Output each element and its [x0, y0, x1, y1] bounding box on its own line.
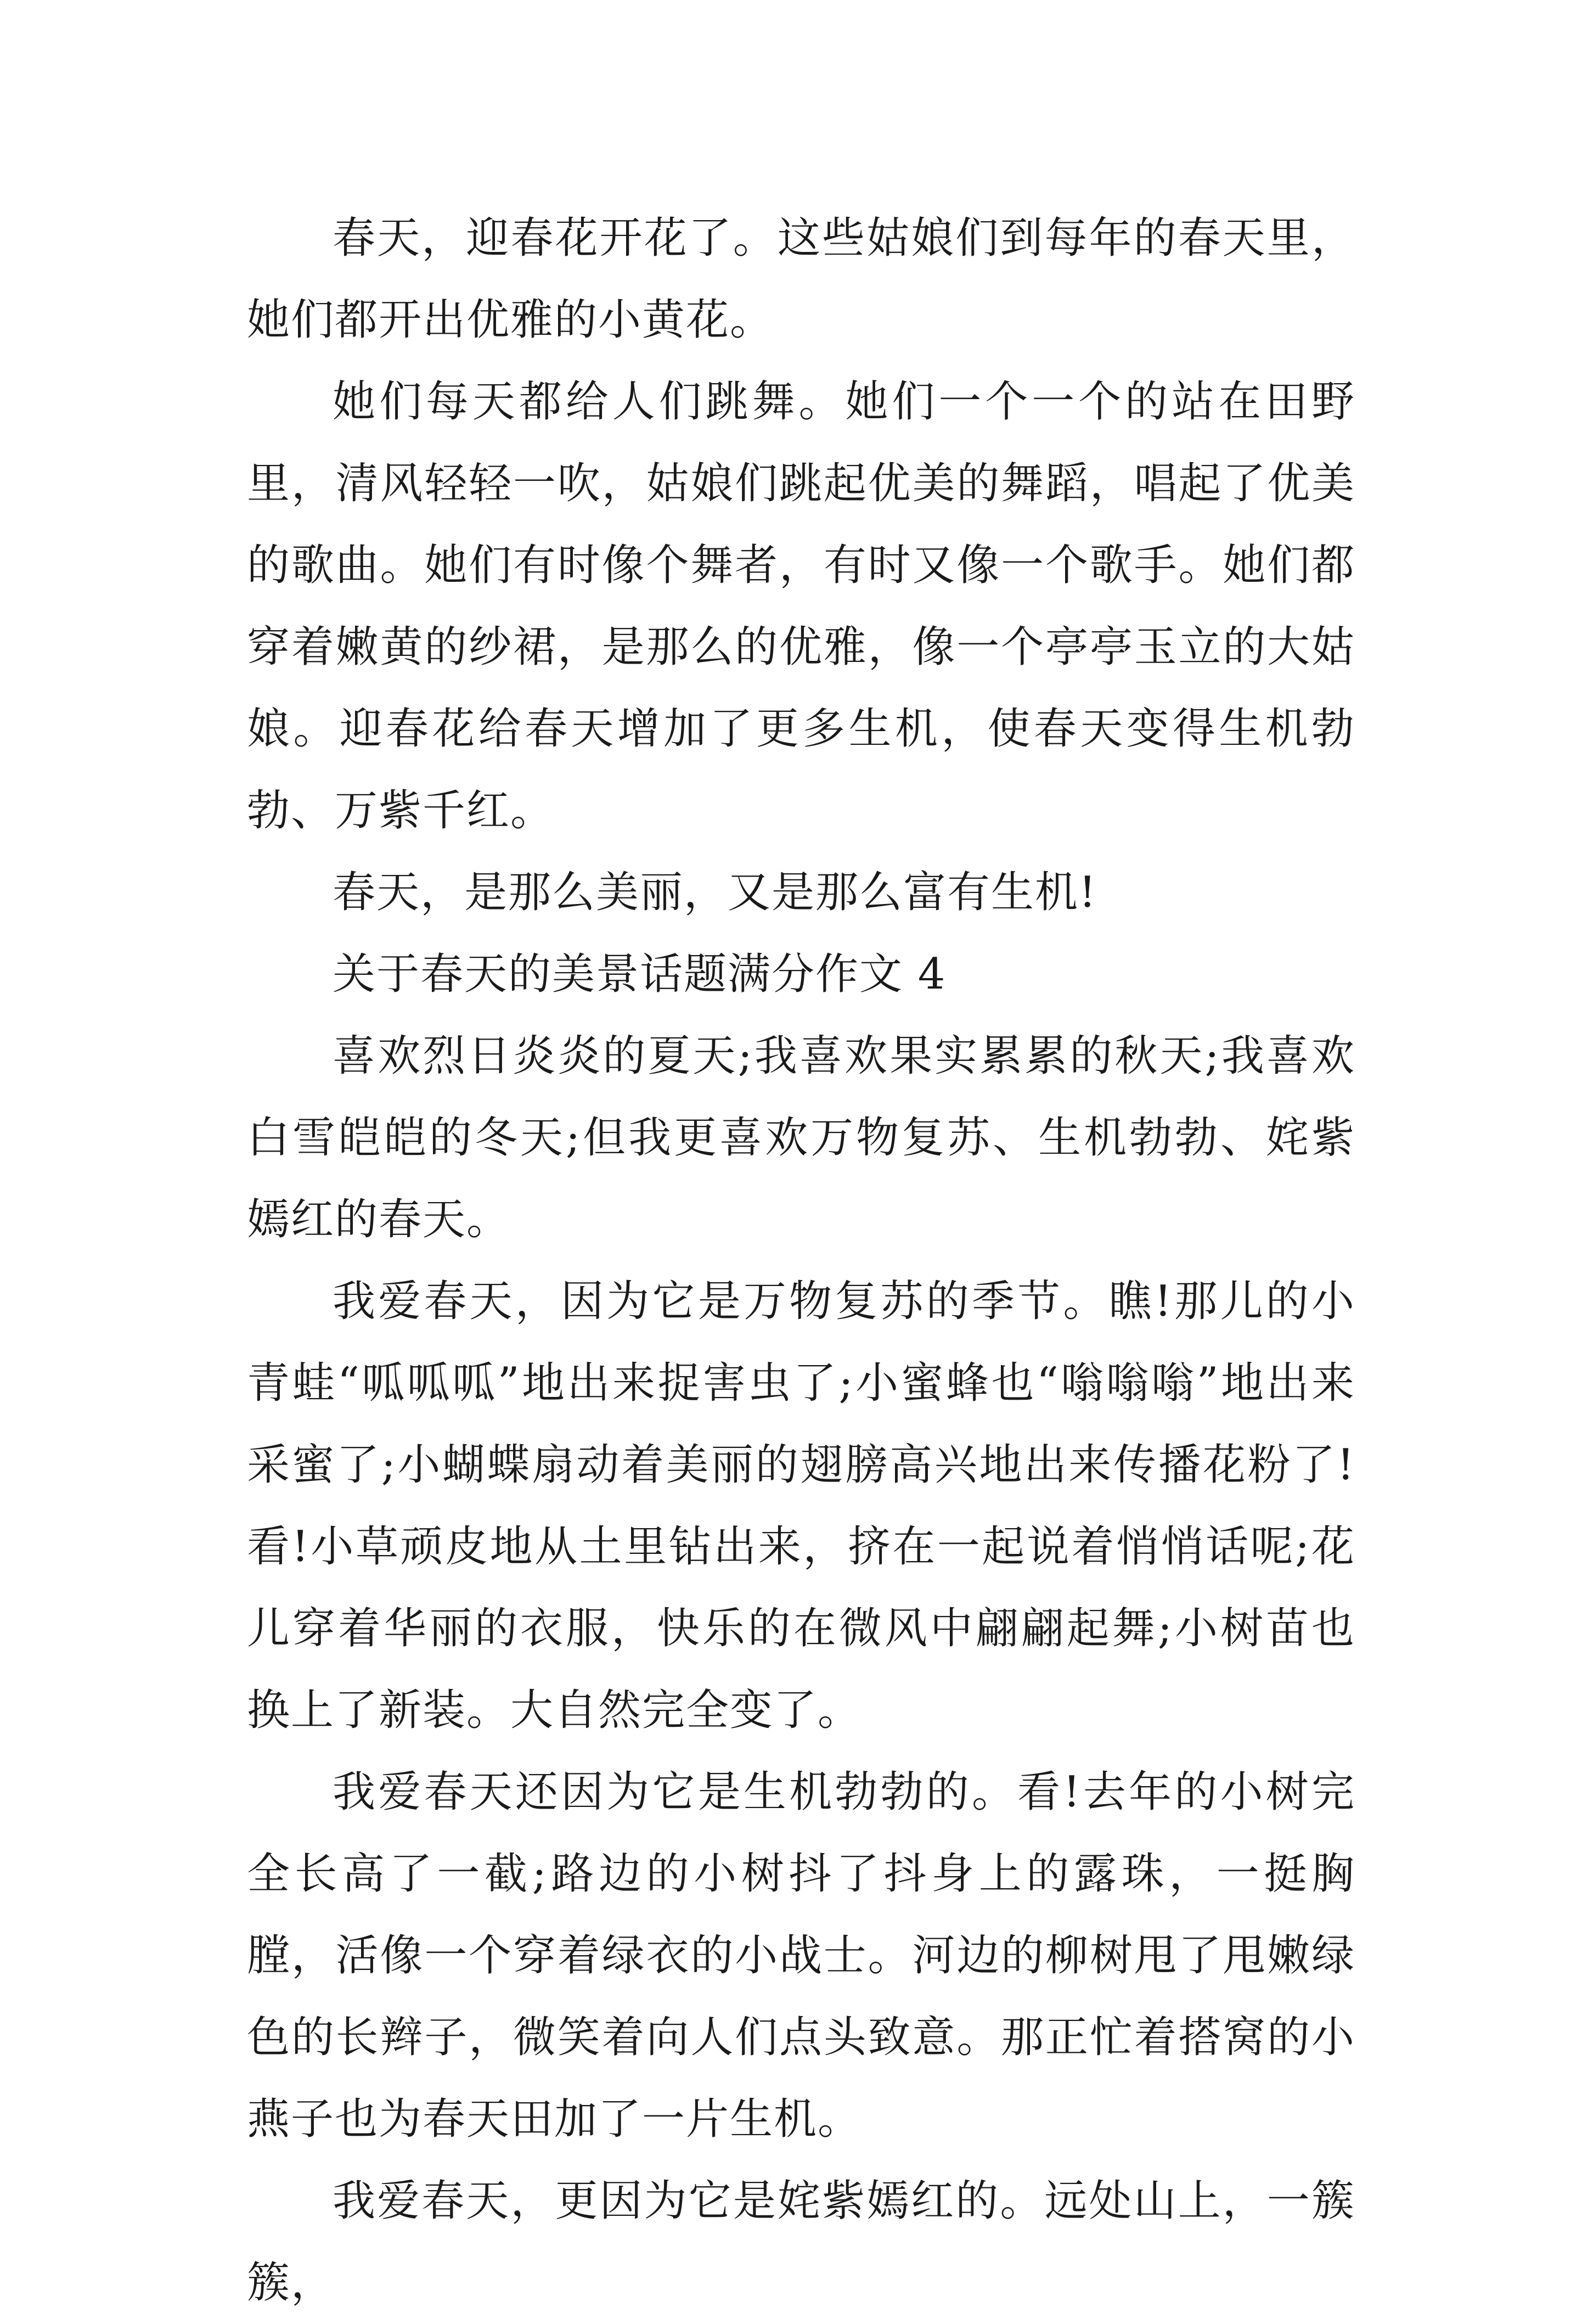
paragraph-1: 春天，迎春花开花了。这些姑娘们到每年的春天里，她们都开出优雅的小黄花。: [247, 214, 1355, 345]
paragraph-7: 我爱春天，更因为它是姹紫嫣红的。远处山上，一簇簇，: [247, 2176, 1355, 2308]
paragraph-6: 我爱春天还因为它是生机勃勃的。看!去年的小树完全长高了一截;路边的小树抖了抖身上的露珠，一挺胸膛，活像一个穿着绿衣的小战士。河边的柳树甩了甩嫩绿色的长辫子，微笑着向人们点头致意。那正忙着搭窝的小燕子也为春天田加了一片生机。: [247, 1767, 1355, 2144]
paragraph-4: 喜欢烈日炎炎的夏天;我喜欢果实累累的秋天;我喜欢白雪皑皑的冬天;但我更喜欢万物复苏、生机勃勃、姹紫嫣红的春天。: [247, 1031, 1355, 1244]
document-body: [247, 198, 1355, 2324]
paragraph-5: 我爱春天，因为它是万物复苏的季节。瞧!那儿的小青蛙“呱呱呱”地出来捉害虫了;小蜜蜂也“嗡嗡嗡”地出来采蜜了;小蝴蝶扇动着美丽的翅膀高兴地出来传播花粉了!看!小草顽皮地从土里钻出来，挤在一起说着悄悄话呢;花儿穿着华丽的衣服，快乐的在微风中翩翩起舞;小树苗也换上了新装。大自然完全变了。: [247, 1277, 1355, 1735]
paragraph-2: 她们每天都给人们跳舞。她们一个一个的站在田野里，清风轻轻一吹，姑娘们跳起优美的舞蹈，唱起了优美的歌曲。她们有时像个舞者，有时又像一个歌手。她们都穿着嫩黄的纱裙，是那么的优雅，像一个亭亭玉立的大姑娘。迎春花给春天增加了更多生机，使春天变得生机勃勃、万紫千红。: [247, 377, 1355, 835]
paragraph-3: 春天，是那么美丽，又是那么富有生机!: [333, 868, 1097, 917]
section-heading: 关于春天的美景话题满分作文 4: [333, 950, 947, 999]
